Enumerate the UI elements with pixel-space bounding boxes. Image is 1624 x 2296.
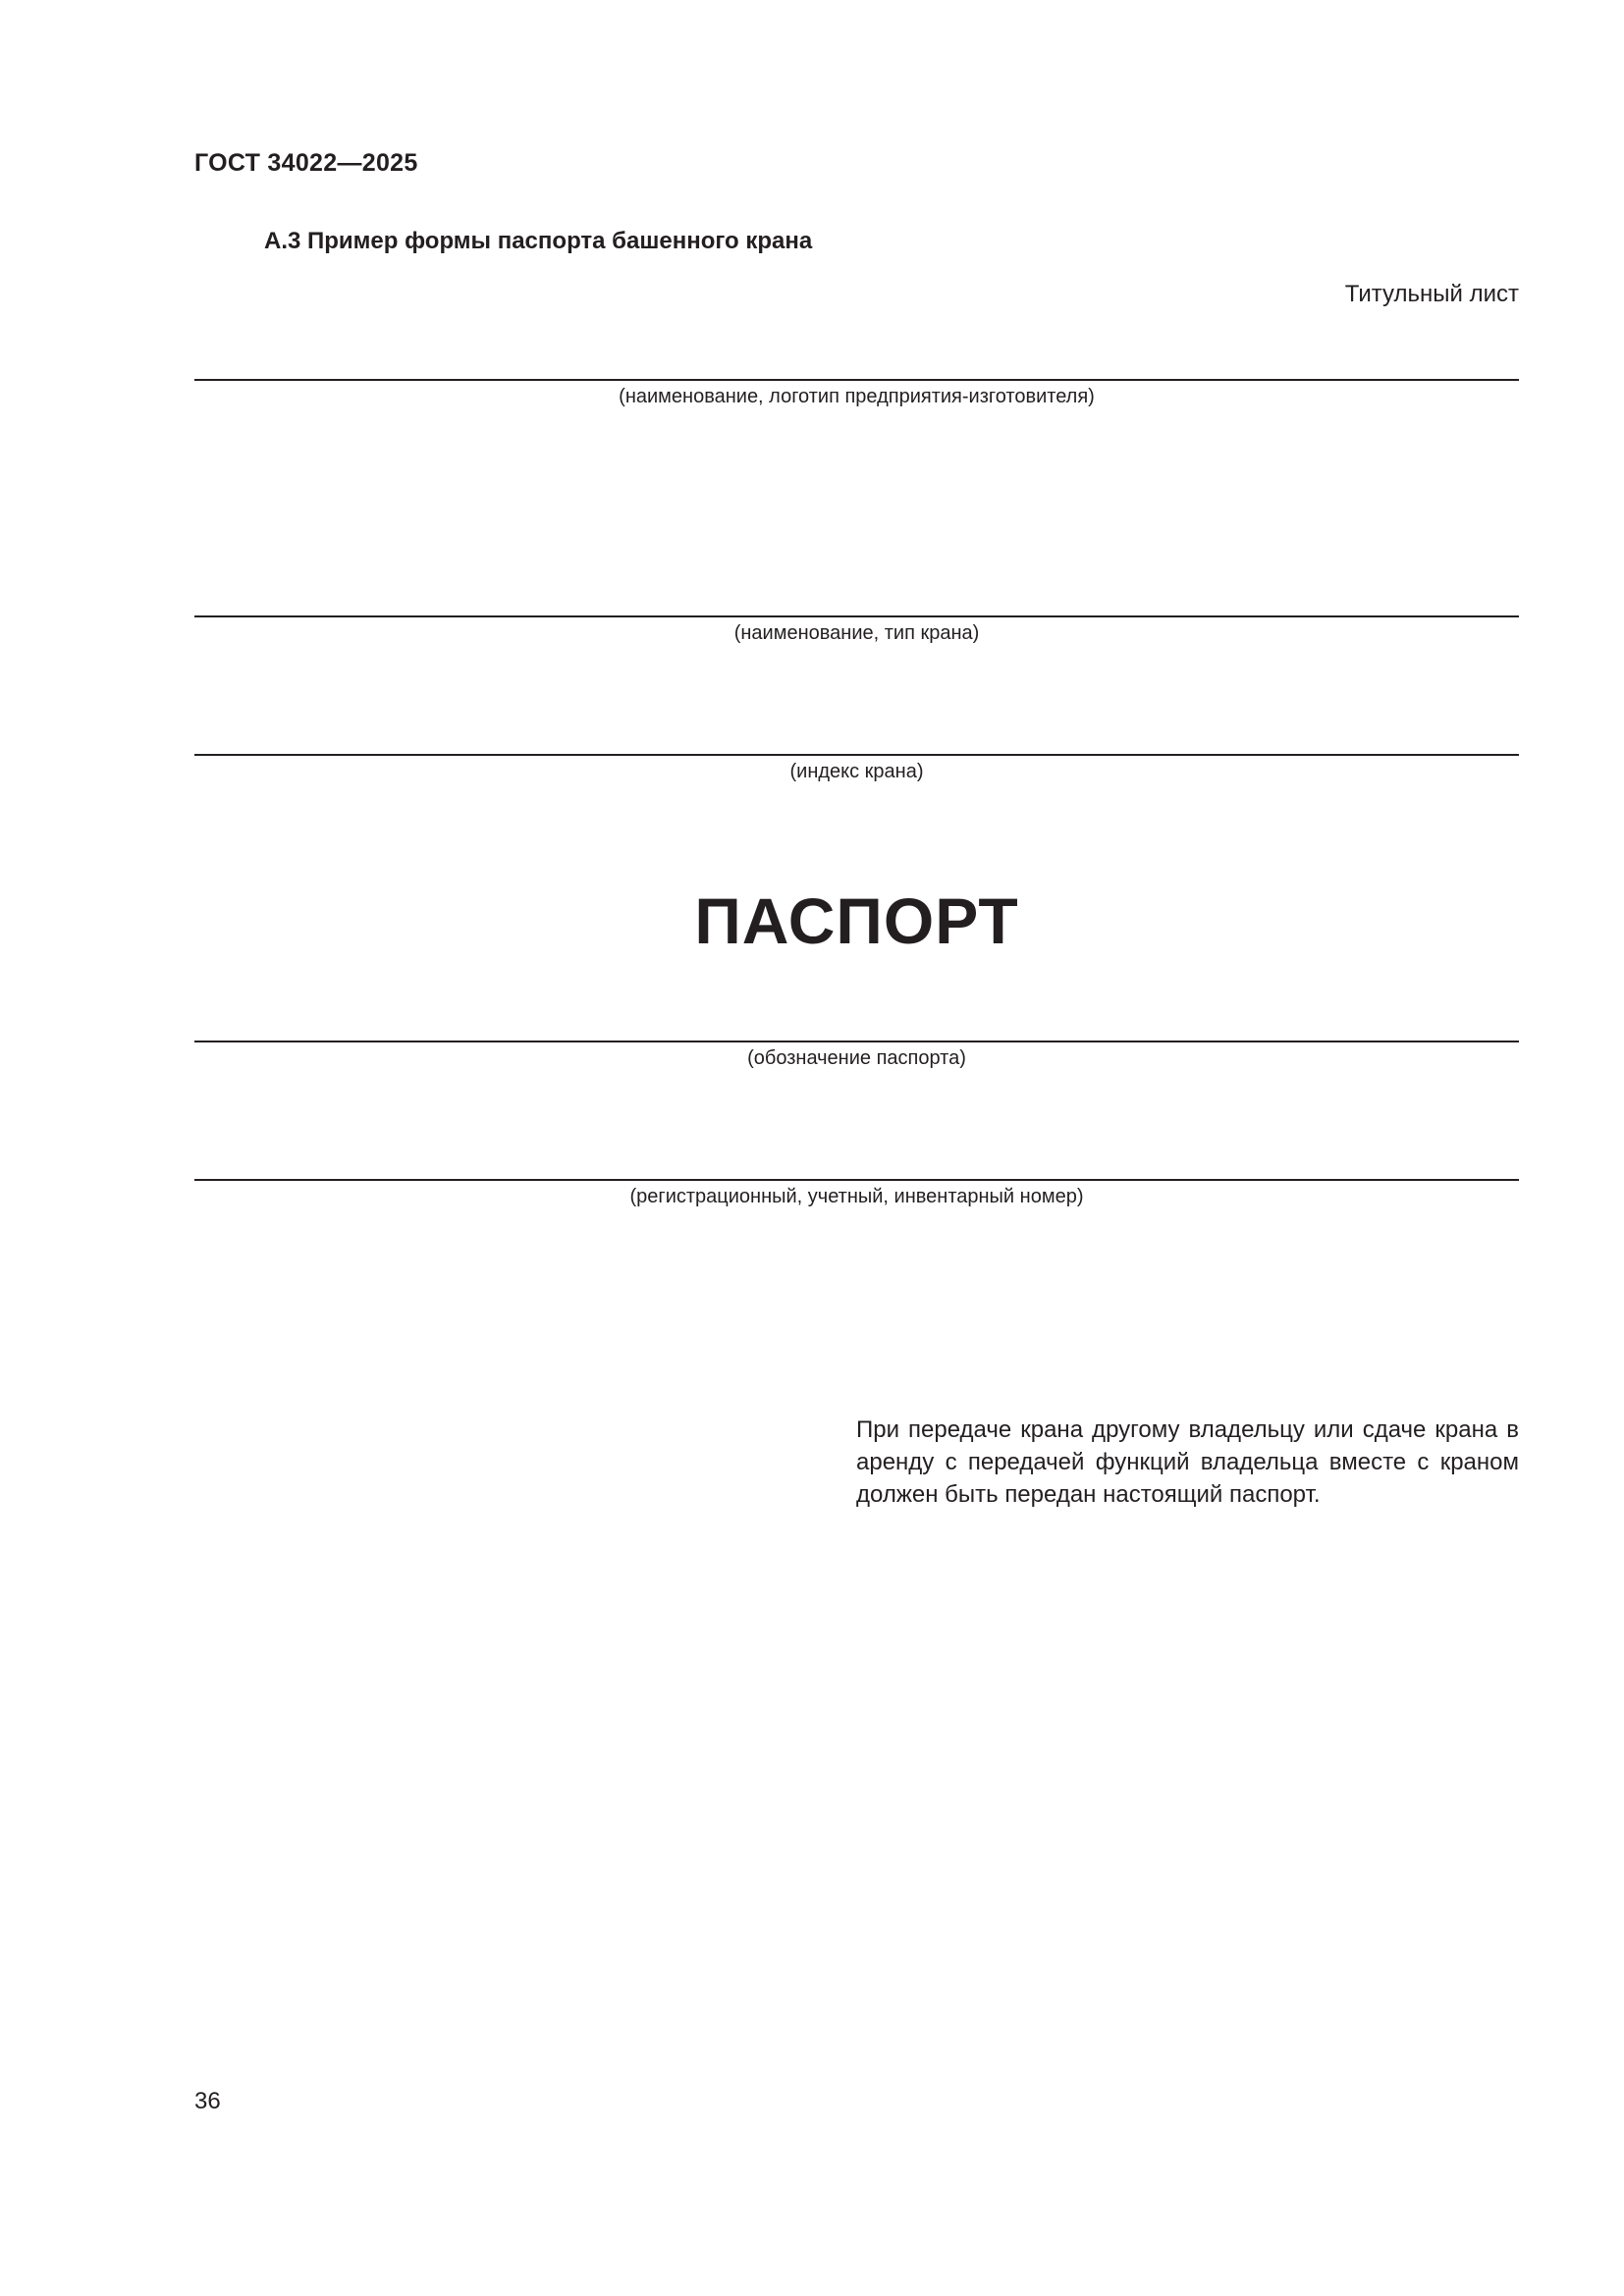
crane-name-field xyxy=(194,615,1519,645)
registration-number-field-line xyxy=(194,1179,1519,1181)
registration-number-field xyxy=(194,1179,1519,1208)
section-heading: А.3 Пример формы паспорта башенного крана xyxy=(264,228,813,254)
title-sheet-label: Титульный лист xyxy=(1344,281,1519,307)
passport-designation-field-caption: (обозначение паспорта) xyxy=(747,1047,966,1069)
crane-index-field-line xyxy=(194,754,1519,756)
manufacturer-field-line xyxy=(194,379,1519,381)
crane-name-field-caption: (наименование, тип крана) xyxy=(733,622,980,644)
passport-designation-field-line xyxy=(194,1041,1519,1042)
document-header: ГОСТ 34022—2025 xyxy=(194,149,418,177)
crane-name-field-line xyxy=(194,615,1519,617)
manufacturer-field xyxy=(194,379,1519,408)
crane-index-field xyxy=(194,754,1519,783)
page-number: 36 xyxy=(194,2088,221,2114)
registration-number-field-caption: (регистрационный, учетный, инвентарный номер) xyxy=(629,1186,1084,1207)
transfer-notice: При передаче крана другому владельцу или сдаче крана в аренду с передачей функций владельца вместе с краном должен быть передан настоящий паспорт. xyxy=(856,1416,1519,1508)
passport-title: ПАСПОРТ xyxy=(694,884,1019,957)
crane-index-field-caption: (индекс крана) xyxy=(789,761,924,782)
passport-designation-field xyxy=(194,1041,1519,1070)
manufacturer-field-caption: (наименование, логотип предприятия-изготовителя) xyxy=(619,386,1095,407)
